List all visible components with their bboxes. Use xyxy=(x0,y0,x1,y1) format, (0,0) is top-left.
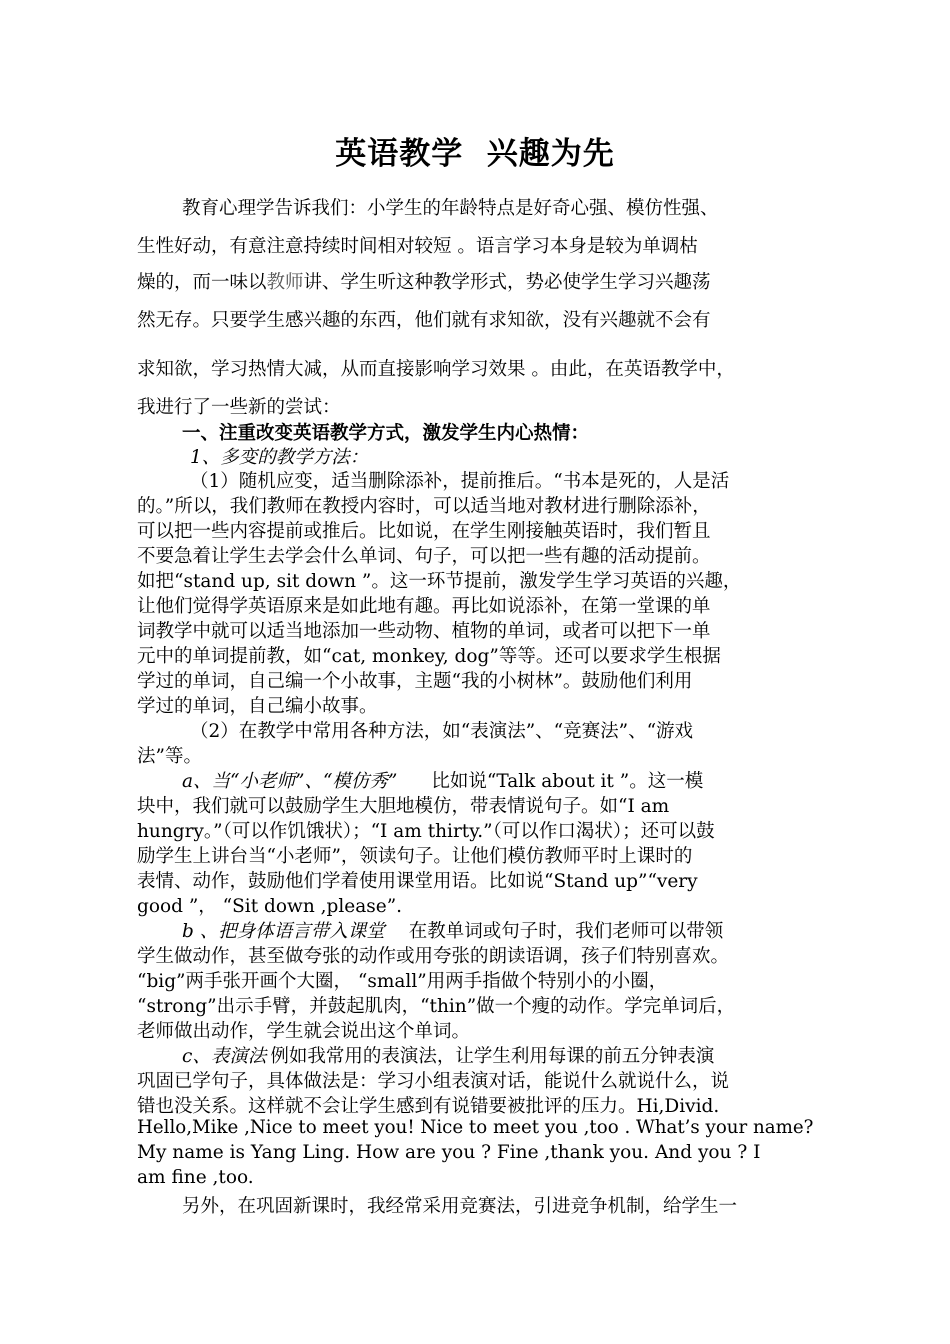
paragraph-line: “strong”出示手臂，并鼓起肌肉，“thin”做一个瘦的动作。学完单词后， xyxy=(137,996,736,1017)
paragraph-line: （1）随机应变，适当删除添补，提前推后。“书本是死的，人是活 xyxy=(190,471,730,492)
paragraph-line: 巩固已学句子，具体做法是：学习小组表演对话，能说什么就说什么，说 xyxy=(137,1071,730,1092)
paragraph-line: 如把“stand up, sit down ”。这一环节提前，激发学生学习英语的兴趣， xyxy=(137,571,742,592)
paragraph-line: 求知欲，学习热情大减，从而直接影响学习效果 。由此，在英语教学中， xyxy=(137,359,735,380)
paragraph-line xyxy=(137,268,813,294)
paragraph-line xyxy=(182,917,813,943)
paragraph-line: 不要急着让学生去学会什么单词、句子，可以把一些有趣的活动提前。 xyxy=(137,546,711,567)
paragraph-line: 学过的单词，自己编一个小故事，主题“我的小树林”。鼓励他们利用 xyxy=(137,671,693,692)
paragraph-line: Hello,Mike ,Nice to meet you! Nice to meet you ,too . What’s your name? xyxy=(137,1117,814,1138)
page-title: 英语教学 兴趣为先 xyxy=(335,136,615,172)
paragraph-line xyxy=(182,1042,813,1068)
paragraph-line: 可以把一些内容提前或推后。比如说，在学生刚接触英语时，我们暂且 xyxy=(137,521,711,542)
paragraph-line: 表情、动作，鼓励他们学着使用课堂用语。比如说“Stand up”“very xyxy=(137,871,698,892)
paragraph-line xyxy=(182,767,813,793)
subsection-heading: 1、多变的教学方法： xyxy=(190,447,369,468)
paragraph-line: 老师做出动作，学生就会说出这个单词。 xyxy=(137,1021,471,1042)
paragraph-line: good ”， “Sit down ,please”. xyxy=(137,896,403,917)
section-heading: 一、注重改变英语教学方式，激发学生内心热情： xyxy=(182,423,590,444)
paragraph-line: hungry。”（可以作饥饿状）；“I am thirty.”（可以作口渴状）；还可以鼓 xyxy=(137,821,715,842)
paragraph-line: 块中，我们就可以鼓励学生大胆地模仿，带表情说句子。如“I am xyxy=(137,796,670,817)
item-heading: c、表演法 xyxy=(182,1046,267,1067)
paragraph-line: 我进行了一些新的尝试： xyxy=(137,397,341,418)
paragraph-line: （2）在教学中常用各种方法，如“表演法”、“竞赛法”、“游戏 xyxy=(190,721,694,742)
text-span: 比如说“Talk about it ”。这一模 xyxy=(431,771,704,792)
paragraph-line: 的。”所以，我们教师在教授内容时，可以适当地对教材进行删除添补， xyxy=(137,496,711,517)
paragraph-line: 然无存。只要学生感兴趣的东西，他们就有求知欲，没有兴趣就不会有 xyxy=(137,310,711,331)
paragraph-line: 法”等。 xyxy=(137,746,202,767)
paragraph-line: 让他们觉得学英语原来是如此地有趣。再比如说添补，在第一堂课的单 xyxy=(137,596,711,617)
paragraph-line: 词教学中就可以适当地添加一些动物、植物的单词，或者可以把下一单 xyxy=(137,621,711,642)
paragraph-line: 另外，在巩固新课时，我经常采用竞赛法，引进竞争机制，给学生一 xyxy=(182,1196,738,1217)
text-span: 讲、学生听这种教学形式，势必使学生学习兴趣荡 xyxy=(303,272,711,293)
item-heading: b 、把身体语言带入课堂 xyxy=(182,921,385,942)
paragraph-line: 生性好动，有意注意持续时间相对较短 。语言学习本身是较为单调枯 xyxy=(137,236,698,257)
paragraph-line: 教育心理学告诉我们：小学生的年龄特点是好奇心强、模仿性强、 xyxy=(182,198,719,219)
paragraph-line: 错也没关系。这样就不会让学生感到有说错要被批评的压力。Hi,Divid. xyxy=(137,1096,720,1117)
paragraph-line: 学过的单词，自己编小故事。 xyxy=(137,696,378,717)
paragraph-line: am fine ,too. xyxy=(137,1167,254,1188)
paragraph-line: My name is Yang Ling. How are you ? Fine ,thank you. And you ? I xyxy=(137,1142,761,1163)
paragraph-line: “big”两手张开画个大圈， “small”用两手指做个特别小的小圈， xyxy=(137,971,668,992)
paragraph-line: 元中的单词提前教，如“cat, monkey, dog”等等。还可以要求学生根据 xyxy=(137,646,721,667)
text-span: 燥的，而一味以 xyxy=(137,272,267,293)
highlighted-word: 教师 xyxy=(266,272,304,293)
paragraph-line: 学生做动作，甚至做夸张的动作或用夸张的朗读语调，孩子们特别喜欢。 xyxy=(137,946,730,967)
text-span: 在教单词或句子时，我们老师可以带领 xyxy=(408,921,724,942)
text-span: 例如我常用的表演法，让学生利用每课的前五分钟表演 xyxy=(270,1046,715,1067)
item-heading: a、当“小老师”、“模仿秀” xyxy=(182,771,398,792)
paragraph-line: 励学生上讲台当“小老师”，领读句子。让他们模仿教师平时上课时的 xyxy=(137,846,693,867)
